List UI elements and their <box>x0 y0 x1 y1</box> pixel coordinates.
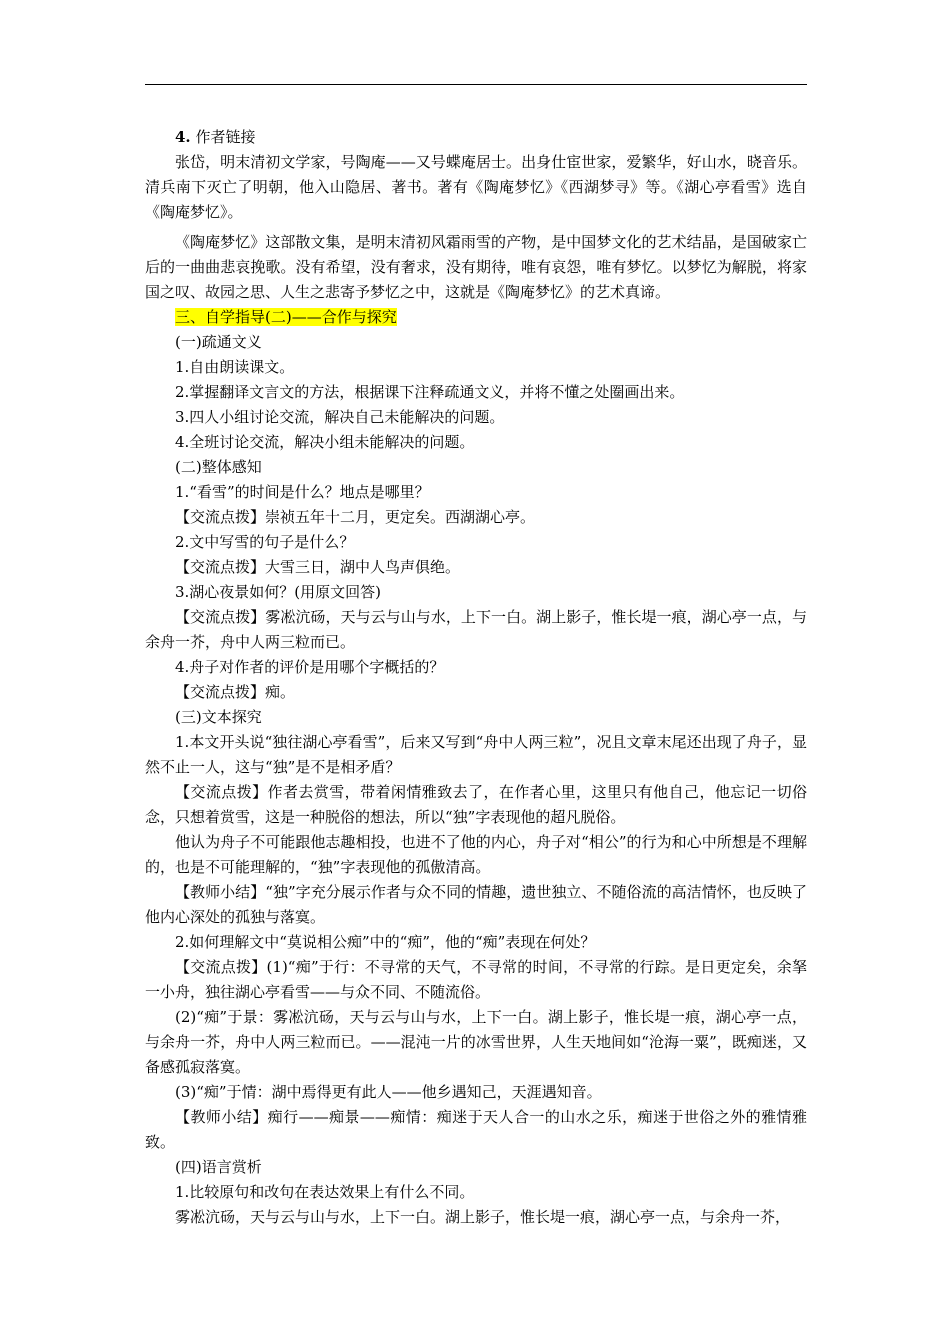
text-line: (一)疏通文义 <box>175 333 262 351</box>
text-line: 4.全班讨论交流，解决小组未能解决的问题。 <box>175 433 475 451</box>
text-line: 【交流点拨】崇祯五年十二月，更定矣。西湖湖心亭。 <box>175 508 536 526</box>
text-line: (四)语言赏析 <box>175 1158 262 1176</box>
text-line: 【交流点拨】痴。 <box>175 683 296 701</box>
text-line: 【交流点拨】(1)“痴”于行：不寻常的天气，不寻常的时间，不寻常的行踪。是日更定矣，余拏一小舟，独往湖心亭看雪——与众不同、不随流俗。 <box>145 958 807 1001</box>
header-rule <box>145 84 807 85</box>
text-line: 3.四人小组讨论交流，解决自己未能解决的问题。 <box>175 408 505 426</box>
text-line: (3)“痴”于情：湖中焉得更有此人——他乡遇知己，天涯遇知音。 <box>175 1083 602 1101</box>
highlighted-heading: 三、自学指导(二)——合作与探究 <box>175 308 397 326</box>
section-title: 作者链接 <box>190 128 256 146</box>
text-line: 【教师小结】痴行——痴景——痴情：痴迷于天人合一的山水之乐，痴迷于世俗之外的雅情雅致。 <box>145 1108 807 1151</box>
paragraph-author-bio: 张岱，明末清初文学家，号陶庵——又号蝶庵居士。出身仕宦世家，爱繁华，好山水，晓音乐。清兵南下灭亡了明朝，他入山隐居、著书。著有《陶庵梦忆》《西湖梦寻》等。《湖心亭看雪》选自《陶庵梦忆》。 <box>145 153 807 221</box>
text-line: 雾凇沆砀，天与云与山与水，上下一白。湖上影子，惟长堤一痕，湖心亭一点，与余舟一芥， <box>175 1208 791 1226</box>
text-line: 1.“看雪”的时间是什么？地点是哪里？ <box>175 483 430 501</box>
text-line: (二)整体感知 <box>175 458 262 476</box>
text-line: 2.文中写雪的句子是什么？ <box>175 533 355 551</box>
paragraph-book-intro: 《陶庵梦忆》这部散文集，是明末清初风霜雨雪的产物，是中国梦文化的艺术结晶，是国破家亡后的一曲曲悲哀挽歌。没有希望，没有奢求，没有期待，唯有哀怨，唯有梦忆。以梦忆为解脱，将家国之叹、故园之思、人生之悲寄予梦忆之中，这就是《陶庵梦忆》的艺术真谛。 <box>145 233 807 301</box>
text-line: 【交流点拨】雾凇沆砀，天与云与山与水，上下一白。湖上影子，惟长堤一痕，湖心亭一点，与余舟一芥，舟中人两三粒而已。 <box>145 608 807 651</box>
text-line: 1.本文开头说“独往湖心亭看雪”，后来又写到“舟中人两三粒”，况且文章末尾还出现了舟子，显然不止一人，这与“独”是不是相矛盾？ <box>145 733 807 776</box>
text-line: 2.掌握翻译文言文的方法，根据课下注释疏通文义，并将不懂之处圈画出来。 <box>175 383 685 401</box>
section-heading-guidance <box>145 305 807 330</box>
text-line: 4.舟子对作者的评价是用哪个字概括的？ <box>175 658 445 676</box>
guidance-lines <box>145 330 807 1230</box>
text-line: 【教师小结】“独”字充分展示作者与众不同的情趣，遗世独立、不随俗流的高洁情怀，也反映了他内心深处的孤独与落寞。 <box>145 883 807 926</box>
section-number: 4. <box>175 128 191 146</box>
text-line: 1.比较原句和改句在表达效果上有什么不同。 <box>175 1183 475 1201</box>
text-line: 【交流点拨】大雪三日，湖中人鸟声俱绝。 <box>175 558 461 576</box>
text-line: 2.如何理解文中“莫说相公痴”中的“痴”，他的“痴”表现在何处？ <box>175 933 596 951</box>
section-heading-author <box>145 125 807 150</box>
text-line: (三)文本探究 <box>175 708 262 726</box>
text-line: 【交流点拨】作者去赏雪，带着闲情雅致去了，在作者心里，这里只有他自己，他忘记一切俗念，只想着赏雪，这是一种脱俗的想法，所以“独”字表现他的超凡脱俗。 <box>145 783 807 826</box>
document-body <box>145 125 807 1230</box>
text-line: (2)“痴”于景：雾凇沆砀，天与云与山与水，上下一白。湖上影子，惟长堤一痕，湖心亭一点，与余舟一芥，舟中人两三粒而已。——混沌一片的冰雪世界，人生天地间如“沧海一粟”，既痴迷，又备感孤寂落寞。 <box>145 1008 807 1076</box>
text-line: 3.湖心夜景如何？(用原文回答) <box>175 583 382 601</box>
text-line: 1.自由朗读课文。 <box>175 358 295 376</box>
text-line: 他认为舟子不可能跟他志趣相投，也进不了他的内心，舟子对“相公”的行为和心中所想是不理解的，也是不可能理解的，“独”字表现他的孤傲清高。 <box>145 833 807 876</box>
